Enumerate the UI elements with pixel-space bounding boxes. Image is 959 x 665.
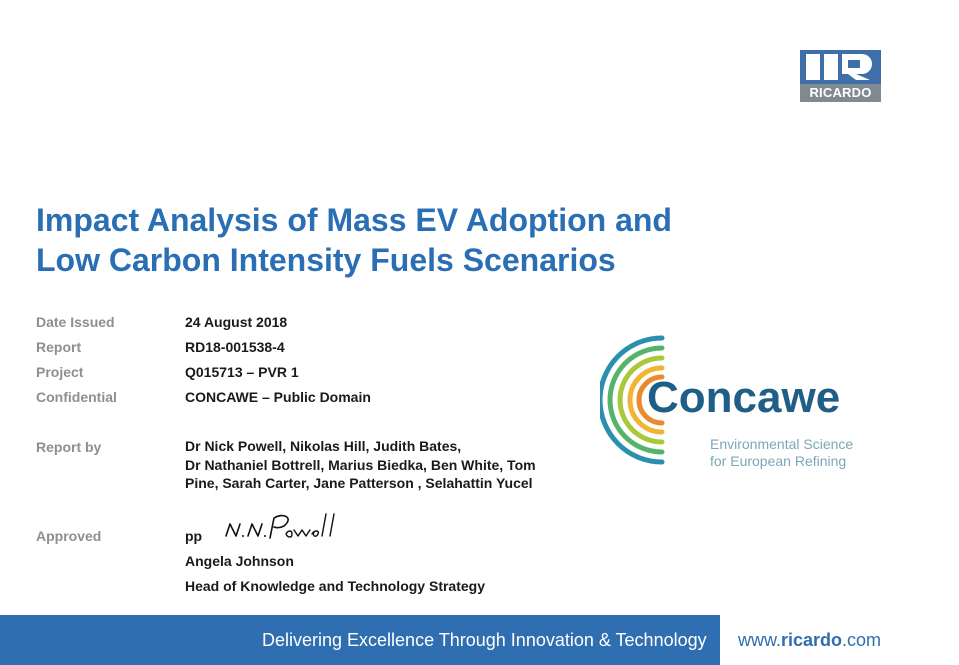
concawe-subtitle-line-2: for European Refining xyxy=(710,453,847,469)
signature-image xyxy=(222,510,342,546)
authors-list xyxy=(185,437,575,493)
detail-value: CONCAWE – Public Domain xyxy=(185,389,371,405)
ricardo-r-icon xyxy=(800,50,881,84)
report-by-label: Report by xyxy=(36,439,102,455)
detail-row-date-issued xyxy=(36,314,596,334)
detail-label: Confidential xyxy=(36,389,117,405)
authors-line-1: Dr Nick Powell, Nikolas Hill, Judith Bates, xyxy=(185,438,462,454)
detail-value: Q015713 – PVR 1 xyxy=(185,364,299,380)
ricardo-logo xyxy=(800,50,881,102)
concawe-subtitle xyxy=(710,436,853,470)
detail-row-report xyxy=(36,339,596,359)
footer-url-prefix: www. xyxy=(738,630,782,650)
concawe-logo xyxy=(600,330,880,480)
concawe-wordmark: Concawe xyxy=(647,373,841,422)
footer xyxy=(0,615,959,665)
ricardo-wordmark: RICARDO xyxy=(800,84,881,102)
footer-url-bold: ricardo xyxy=(781,630,843,650)
detail-row-project xyxy=(36,364,596,384)
authors-line-2: Dr Nathaniel Bottrell, Marius Biedka, Ben White, Tom xyxy=(185,456,536,473)
detail-row-confidential xyxy=(36,389,596,409)
footer-url-link[interactable] xyxy=(738,628,881,652)
approver-name: Angela Johnson xyxy=(185,553,294,569)
concawe-subtitle-line-1: Environmental Science xyxy=(710,436,854,452)
authors-line-3: Pine, Sarah Carter, Jane Patterson , Selahattin Yucel xyxy=(185,475,533,491)
approved-label: Approved xyxy=(36,528,102,544)
footer-url-suffix: .com xyxy=(842,630,882,650)
detail-label: Report xyxy=(36,339,82,355)
document-title-line-1: Impact Analysis of Mass EV Adoption and xyxy=(36,202,672,238)
footer-tagline: Delivering Excellence Through Innovation & Technology xyxy=(262,630,707,650)
pp-label: pp xyxy=(185,528,203,544)
approver-role: Head of Knowledge and Technology Strategy xyxy=(185,578,485,594)
document-title-line-2: Low Carbon Intensity Fuels Scenarios xyxy=(36,242,616,278)
document-title xyxy=(36,200,796,280)
detail-label: Date Issued xyxy=(36,314,115,330)
detail-label: Project xyxy=(36,364,84,380)
detail-value: 24 August 2018 xyxy=(185,314,288,330)
detail-value: RD18-001538-4 xyxy=(185,339,285,355)
